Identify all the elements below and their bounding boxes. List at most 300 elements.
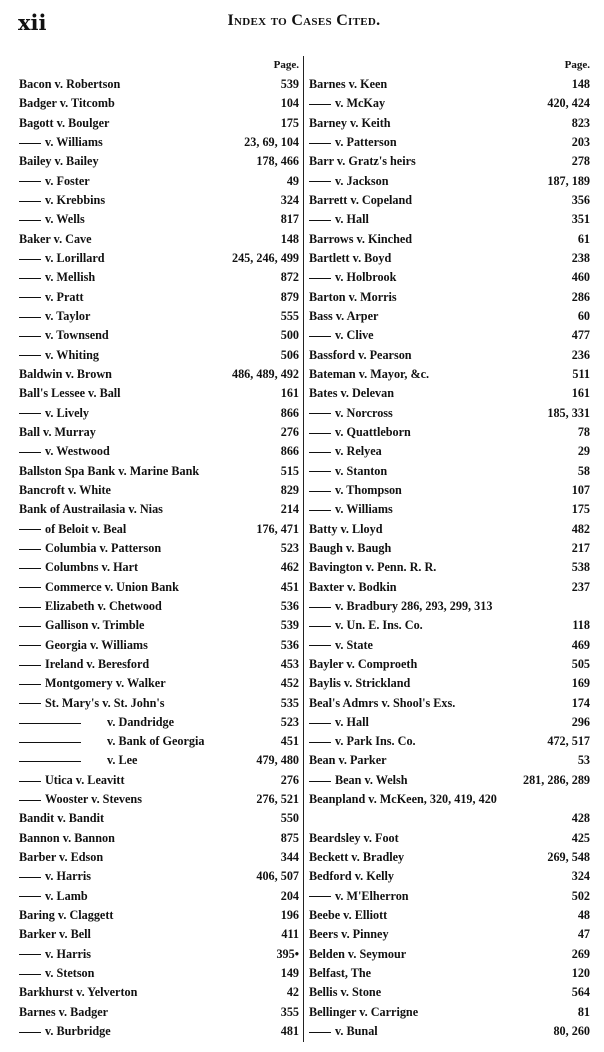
ditto-dash (19, 800, 41, 801)
case-name-text: Barber v. Edson (19, 850, 104, 865)
index-entry (19, 384, 299, 403)
index-entry (309, 867, 590, 886)
index-entry (309, 558, 590, 577)
index-entry (19, 268, 299, 287)
case-name (19, 829, 115, 848)
case-name-text: Bean v. Welsh (335, 772, 408, 787)
case-name (309, 1003, 418, 1022)
case-name (19, 945, 91, 964)
page-refs: 460 (571, 270, 590, 285)
index-entry (309, 172, 590, 191)
ditto-dash (309, 626, 331, 627)
case-name (309, 636, 373, 655)
page-refs: 42 (286, 985, 299, 1000)
case-name (19, 520, 126, 539)
index-entry (309, 1003, 590, 1022)
case-name (19, 404, 89, 423)
case-name (309, 694, 455, 713)
page-refs: 203 (571, 134, 590, 149)
page-refs: 49 (286, 173, 299, 188)
ditto-dash (309, 143, 331, 144)
left-rows (19, 75, 299, 1041)
index-entry (19, 288, 299, 307)
case-name (309, 925, 389, 944)
index-entry (19, 983, 299, 1002)
case-name (309, 230, 412, 249)
ditto-dash (19, 317, 41, 318)
index-entry (309, 442, 590, 461)
case-name (309, 268, 396, 287)
case-name-text: v. Westwood (45, 444, 110, 459)
index-entry (309, 500, 590, 519)
ditto-dash (19, 549, 41, 550)
right-column (309, 56, 590, 1041)
case-name-text: Bancroft v. White (19, 482, 111, 497)
page-refs: 47 (577, 927, 590, 942)
index-entry (19, 558, 299, 577)
index-entry (19, 520, 299, 539)
case-name (19, 326, 109, 345)
case-name-text: Barr v. Gratz's heirs (309, 154, 416, 169)
page-refs: 269, 548 (547, 850, 590, 865)
index-entry (309, 230, 590, 249)
case-name (309, 848, 404, 867)
case-name (19, 578, 179, 597)
page-refs: 479, 480 (256, 753, 299, 768)
case-name-text: v. Lamb (45, 888, 88, 903)
case-name (19, 636, 148, 655)
case-name-text: Baxter v. Bodkin (309, 579, 397, 594)
case-name-text: Bass v. Arper (309, 308, 379, 323)
page-refs: 406, 507 (256, 869, 299, 884)
case-name-text: of Beloit v. Beal (45, 521, 127, 536)
case-name (309, 790, 497, 809)
page-refs: 118 (572, 618, 590, 633)
page-refs: 486, 489, 492 (231, 366, 299, 381)
page-refs: 506 (280, 347, 299, 362)
index-entry (309, 462, 590, 481)
case-name-text: v. Quattleborn (335, 424, 411, 439)
case-name (19, 906, 113, 925)
index-entry (19, 790, 299, 809)
case-name (19, 365, 112, 384)
index-entry (19, 75, 299, 94)
ditto-dash (19, 201, 41, 202)
right-page-label: Page. (564, 59, 590, 71)
case-name (309, 906, 387, 925)
case-name (19, 771, 125, 790)
case-name-text: v. Bradbury 286, 293, 299, 313 (335, 598, 493, 613)
index-entry (19, 152, 299, 171)
page-refs: 120 (571, 966, 590, 981)
page-refs: 411 (281, 927, 299, 942)
case-name (19, 94, 115, 113)
case-name (19, 172, 90, 191)
case-name-text: Bellinger v. Carrigne (309, 1004, 419, 1019)
page-refs: 515 (280, 463, 299, 478)
case-name-text: v. Mellish (45, 270, 96, 285)
ditto-dash (309, 181, 331, 182)
case-name (309, 1022, 378, 1041)
case-name-text: Baring v. Claggett (19, 908, 114, 923)
left-page-label: Page. (273, 59, 299, 71)
case-name-text: Beers v. Pinney (309, 927, 389, 942)
case-name (19, 346, 99, 365)
page-refs: 178, 466 (256, 154, 299, 169)
index-entry (309, 307, 590, 326)
page-refs: 866 (280, 405, 299, 420)
index-entry (19, 655, 299, 674)
index-entry (19, 462, 299, 481)
case-name (19, 674, 166, 693)
page-number: xii (18, 10, 47, 35)
index-entry (19, 1003, 299, 1022)
index-entry (309, 964, 590, 983)
case-name-text: Elizabeth v. Chetwood (45, 598, 162, 613)
index-entry (19, 114, 299, 133)
case-name (19, 481, 111, 500)
page-refs: 451 (280, 734, 299, 749)
page-refs: 286 (571, 289, 590, 304)
ditto-dash (19, 703, 41, 704)
page-refs: 161 (571, 386, 590, 401)
index-entry (19, 94, 299, 113)
index-entry (19, 578, 299, 597)
case-name-text: v. Bunal (335, 1024, 378, 1039)
case-name (19, 288, 84, 307)
page-refs: 469 (571, 637, 590, 652)
case-name-text: Gallison v. Trimble (45, 618, 145, 633)
case-name-text: Beardsley v. Foot (309, 830, 399, 845)
case-name-text: Baugh v. Baugh (309, 540, 392, 555)
index-entry (309, 713, 590, 732)
case-name-text: v. Harris (45, 869, 92, 884)
index-entry (19, 964, 299, 983)
index-entry (19, 539, 299, 558)
case-name-text: Bandit v. Bandit (19, 811, 105, 826)
index-entry (309, 384, 590, 403)
case-name-text: v. Townsend (45, 328, 109, 343)
index-entry (309, 751, 590, 770)
case-name (19, 75, 120, 94)
page-refs: 196 (280, 908, 299, 923)
case-name-text: v. Stanton (335, 463, 388, 478)
case-name (309, 732, 416, 751)
page-refs: 472, 517 (547, 734, 590, 749)
page-refs: 564 (571, 985, 590, 1000)
page-refs: 175 (280, 115, 299, 130)
case-name (19, 751, 137, 770)
case-name (19, 848, 103, 867)
case-name-text: Bateman v. Mayor, &c. (309, 366, 430, 381)
case-name (309, 751, 387, 770)
case-name-text: v. Lorillard (45, 250, 105, 265)
ditto-dash (19, 684, 41, 685)
case-name-text: v. Jackson (335, 173, 389, 188)
index-entry (19, 230, 299, 249)
index-entry (19, 925, 299, 944)
index-entry (309, 133, 590, 152)
page-refs: 23, 69, 104 (244, 134, 299, 149)
page-refs: 879 (280, 289, 299, 304)
ditto-dash (309, 220, 331, 221)
case-name-text: v. Un. E. Ins. Co. (335, 618, 423, 633)
ditto-dash (309, 645, 331, 646)
case-name (19, 268, 95, 287)
index-entry (19, 307, 299, 326)
case-name-text: v. Lee (107, 753, 138, 768)
case-name (19, 867, 91, 886)
case-name-text: Barrows v. Kinched (309, 231, 413, 246)
page-refs: 148 (280, 231, 299, 246)
index-entry (309, 365, 590, 384)
case-name (309, 867, 394, 886)
index-entry (309, 539, 590, 558)
page-refs: 296 (571, 714, 590, 729)
case-name-text: Bailey v. Bailey (19, 154, 99, 169)
index-entry (19, 867, 299, 886)
index-entry (309, 288, 590, 307)
ditto-dash (309, 336, 331, 337)
page-refs: 481 (280, 1024, 299, 1039)
page-refs: 428 (571, 811, 590, 826)
case-name (309, 983, 381, 1002)
case-name (309, 597, 492, 616)
case-name (309, 288, 397, 307)
index-entry (309, 906, 590, 925)
ditto-dash (309, 896, 331, 897)
index-entry (19, 636, 299, 655)
page-refs: 536 (280, 637, 299, 652)
case-name (19, 442, 110, 461)
case-name-text: v. Norcross (335, 405, 393, 420)
index-entry (309, 423, 590, 442)
case-name (19, 249, 105, 268)
page-refs: 161 (280, 386, 299, 401)
index-entry (19, 404, 299, 423)
case-name-text: v. Stetson (45, 966, 95, 981)
ditto-dash (19, 181, 41, 182)
case-name-text: Belden v. Seymour (309, 946, 407, 961)
page-refs: 395• (276, 946, 299, 961)
case-name (309, 578, 396, 597)
case-name (309, 75, 387, 94)
page-refs: 555 (280, 308, 299, 323)
case-name (309, 94, 385, 113)
case-name-text: Bartlett v. Boyd (309, 250, 392, 265)
case-name (309, 172, 389, 191)
case-name (309, 520, 382, 539)
case-name-text: Utica v. Leavitt (45, 772, 125, 787)
index-entry (309, 925, 590, 944)
case-name-text: v. Patterson (335, 134, 397, 149)
case-name-text: Georgia v. Williams (45, 637, 148, 652)
index-entry (19, 365, 299, 384)
page-refs: 502 (571, 888, 590, 903)
index-entry (19, 210, 299, 229)
index-entry (309, 636, 590, 655)
page-refs: 344 (280, 850, 299, 865)
index-entry (309, 790, 590, 809)
case-name (309, 713, 369, 732)
page-refs: 236 (571, 347, 590, 362)
case-name-text: Beanpland v. McKeen, 320, 419, 420 (309, 792, 497, 807)
case-name-text: Bannon v. Bannon (19, 830, 115, 845)
ditto-dash (19, 297, 41, 298)
case-name (19, 1003, 108, 1022)
page-refs: 276, 521 (256, 792, 299, 807)
index-entry (19, 346, 299, 365)
case-name-text: Wooster v. Stevens (45, 792, 142, 807)
case-name-text: Bayler v. Comproeth (309, 656, 418, 671)
page-refs: 477 (571, 328, 590, 343)
index-entry (19, 597, 299, 616)
page-refs: 462 (280, 560, 299, 575)
ditto-dash (309, 104, 331, 105)
case-name-text: Bank of Austrailasia v. Nias (19, 502, 163, 517)
index-entry (19, 442, 299, 461)
index-entry (309, 578, 590, 597)
page-refs: 281, 286, 289 (522, 772, 590, 787)
page-refs: 536 (280, 598, 299, 613)
case-name-text: v. Hall (335, 714, 369, 729)
page-refs: 356 (571, 192, 590, 207)
index-entry (19, 751, 299, 770)
page-refs: 204 (280, 888, 299, 903)
case-name-text: v. Clive (335, 328, 374, 343)
ditto-dash (19, 896, 41, 897)
case-name-text: v. Foster (45, 173, 90, 188)
page-refs: 523 (280, 540, 299, 555)
case-name-text: Beal's Admrs v. Shool's Exs. (309, 695, 456, 710)
page-refs: 550 (280, 811, 299, 826)
case-name (309, 481, 402, 500)
page-refs: 482 (571, 521, 590, 536)
case-name (309, 829, 399, 848)
page-refs: 175 (571, 502, 590, 517)
case-name (309, 964, 371, 983)
index-entry (19, 481, 299, 500)
case-name (309, 133, 397, 152)
case-name-text: Baldwin v. Brown (19, 366, 112, 381)
case-name (19, 597, 162, 616)
case-name (19, 732, 205, 751)
page-refs: 48 (577, 908, 590, 923)
index-entry (19, 423, 299, 442)
index-entry (309, 887, 590, 906)
ditto-dash (309, 1032, 331, 1033)
ditto-dash (19, 413, 41, 414)
case-name (19, 616, 144, 635)
case-name (309, 462, 387, 481)
case-name-text: Columbia v. Patterson (45, 540, 162, 555)
ditto-dash (19, 336, 41, 337)
case-name (19, 423, 96, 442)
ditto-dash (19, 761, 81, 762)
case-name (309, 152, 416, 171)
case-name (309, 404, 393, 423)
index-entry (309, 268, 590, 287)
ditto-dash (19, 645, 41, 646)
page-refs: 269 (571, 946, 590, 961)
index-entry (309, 655, 590, 674)
case-name (309, 114, 391, 133)
case-name-text: Bean v. Parker (309, 753, 387, 768)
ditto-dash (19, 259, 41, 260)
index-entry (19, 133, 299, 152)
page-refs: 535 (280, 695, 299, 710)
page-refs: 185, 331 (547, 405, 590, 420)
case-name (19, 809, 104, 828)
case-name-text: Baylis v. Strickland (309, 676, 411, 691)
case-name-text: Batty v. Lloyd (309, 521, 383, 536)
index-entry (309, 94, 590, 113)
case-name (19, 1022, 111, 1041)
case-name-text: v. Williams (45, 134, 103, 149)
ditto-dash (19, 877, 41, 878)
case-name-text: v. McKay (335, 96, 386, 111)
ditto-dash (19, 742, 81, 743)
page-refs: 452 (280, 676, 299, 691)
index-entry (309, 326, 590, 345)
page-refs: 875 (280, 830, 299, 845)
page-refs: 505 (571, 656, 590, 671)
case-name (309, 887, 409, 906)
column-divider (303, 56, 304, 1042)
page-refs: 511 (572, 366, 590, 381)
case-name-text: Bedford v. Kelly (309, 869, 394, 884)
index-entry (309, 210, 590, 229)
case-name-text: Beebe v. Elliott (309, 908, 388, 923)
page-refs: 61 (577, 231, 590, 246)
index-entry (19, 887, 299, 906)
ditto-dash (309, 723, 331, 724)
page-refs: 104 (280, 96, 299, 111)
page-refs: 539 (280, 77, 299, 91)
case-name (19, 887, 88, 906)
case-name (19, 655, 149, 674)
case-name (309, 249, 391, 268)
index-entry (309, 597, 590, 616)
page-refs: 817 (280, 212, 299, 227)
page-refs: 53 (577, 753, 590, 768)
index-entry (309, 481, 590, 500)
index-entry (309, 848, 590, 867)
case-name-text: v. Pratt (45, 289, 84, 304)
page-refs: 174 (571, 695, 590, 710)
index-entry (309, 249, 590, 268)
page-refs: 829 (280, 482, 299, 497)
page-refs: 453 (280, 656, 299, 671)
index-entry (309, 346, 590, 365)
index-entry (309, 152, 590, 171)
case-name-text: Commerce v. Union Bank (45, 579, 179, 594)
case-name-text: v. Hall (335, 212, 369, 227)
page-refs: 355 (280, 1004, 299, 1019)
page-refs: 523 (280, 714, 299, 729)
page-refs: 81 (577, 1004, 590, 1019)
case-name-text: Belfast, The (309, 966, 372, 981)
case-name (309, 346, 412, 365)
index-entry (309, 809, 590, 828)
ditto-dash (309, 413, 331, 414)
index-entry (309, 771, 590, 790)
case-name-text: Barrett v. Copeland (309, 192, 413, 207)
ditto-dash (19, 220, 41, 221)
case-name (309, 326, 374, 345)
case-name (309, 210, 369, 229)
page-refs: 29 (577, 444, 590, 459)
